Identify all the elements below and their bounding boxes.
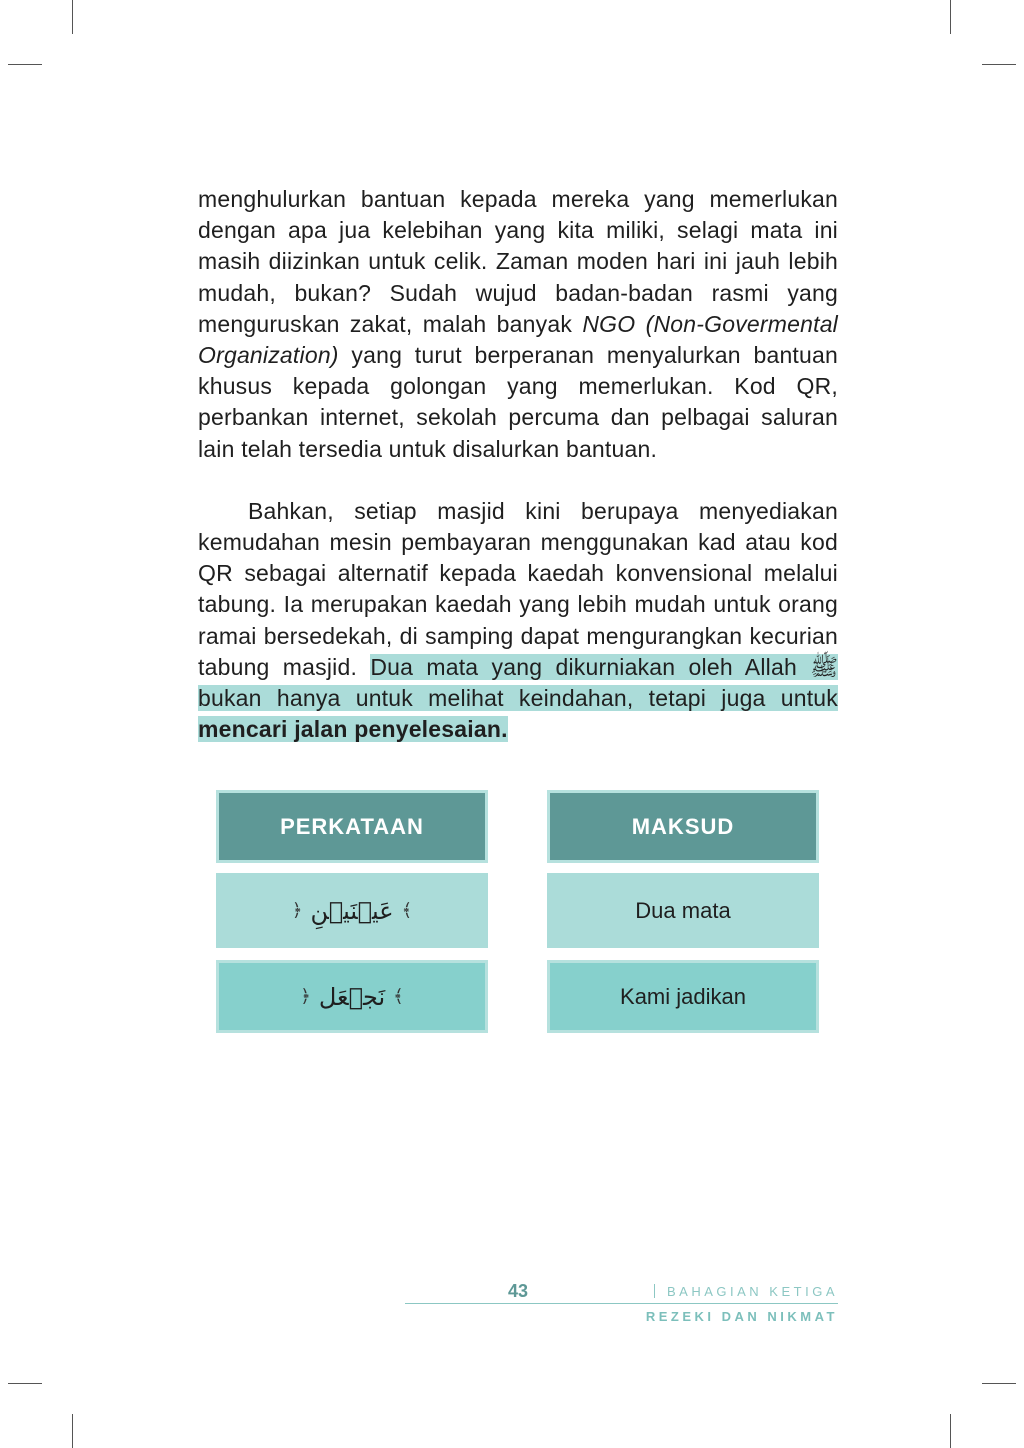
ornament-left-icon: ﴿ xyxy=(291,900,303,921)
crop-mark xyxy=(72,0,73,34)
ornament-right-icon: ﴾ xyxy=(393,986,404,1007)
table-row-word xyxy=(216,873,488,948)
table-header-meaning: MAKSUD xyxy=(547,790,819,863)
footer-separator xyxy=(654,1284,655,1298)
body-text xyxy=(198,184,838,745)
paragraph-2: Bahkan, setiap masjid kini berupaya menyediakan kemudahan mesin pembayaran menggunakan kad atau kod QR sebagai alternatif kepada kaedah konvensional melalui tabung. Ia merupakan kaedah yang lebih mudah untuk orang ramai bersedekah, di samping dapat mengurangkan kecurian tabung masjid. Dua mata yang dikurniakan oleh Allah ﷺ bukan hanya untuk melihat keindahan, tetapi juga untuk mencari jalan penyelesaian. xyxy=(198,497,838,743)
crop-mark xyxy=(8,1383,42,1384)
crop-mark xyxy=(8,64,42,65)
table-row-meaning: Kami jadikan xyxy=(547,960,819,1033)
table-header-word: PERKATAAN xyxy=(216,790,488,863)
table-row-meaning: Dua mata xyxy=(547,873,819,948)
footer-rule xyxy=(405,1303,838,1304)
arabic-word: نَجۡعَل xyxy=(318,982,386,1011)
paragraph-1: menghulurkan bantuan kepada mereka yang memerlukan dengan apa jua kelebihan yang kita miliki, selagi mata ini masih diizinkan untuk celik. Zaman moden hari ini jauh lebih mudah, bukan? Sudah wujud badan-badan rasmi yang menguruskan zakat, malah banyak NGO (Non-Govermental Organization) yang turut berperanan menyalurkan bantuan khusus kepada golongan yang memerlukan. Kod QR, perbankan internet, sekolah percuma dan pelbagai saluran lain telah tersedia untuk disalurkan bantuan. xyxy=(198,186,838,462)
highlighted-bold-text: mencari jalan penyelesaian xyxy=(198,716,502,743)
crop-mark xyxy=(982,64,1016,65)
crop-mark xyxy=(982,1383,1016,1384)
footer-chapter: REZEKI DAN NIKMAT xyxy=(645,1309,838,1324)
ornament-right-icon: ﴾ xyxy=(401,900,413,921)
page-number: 43 xyxy=(507,1281,529,1301)
highlighted-text: Dua mata yang dikurniakan oleh Allah ﷺ bukan hanya untuk melihat keindahan, tetapi juga untuk xyxy=(198,653,838,712)
ngo-term: NGO (Non-Govermental Organization) xyxy=(198,310,838,369)
ornament-left-icon: ﴿ xyxy=(300,986,311,1007)
footer-section: BAHAGIAN KETIGA xyxy=(667,1284,838,1299)
crop-mark xyxy=(950,0,951,34)
table-row-word xyxy=(216,960,488,1033)
arabic-word: عَيۡنَيۡنِ xyxy=(310,896,394,925)
crop-mark xyxy=(72,1414,73,1448)
crop-mark xyxy=(950,1414,951,1448)
